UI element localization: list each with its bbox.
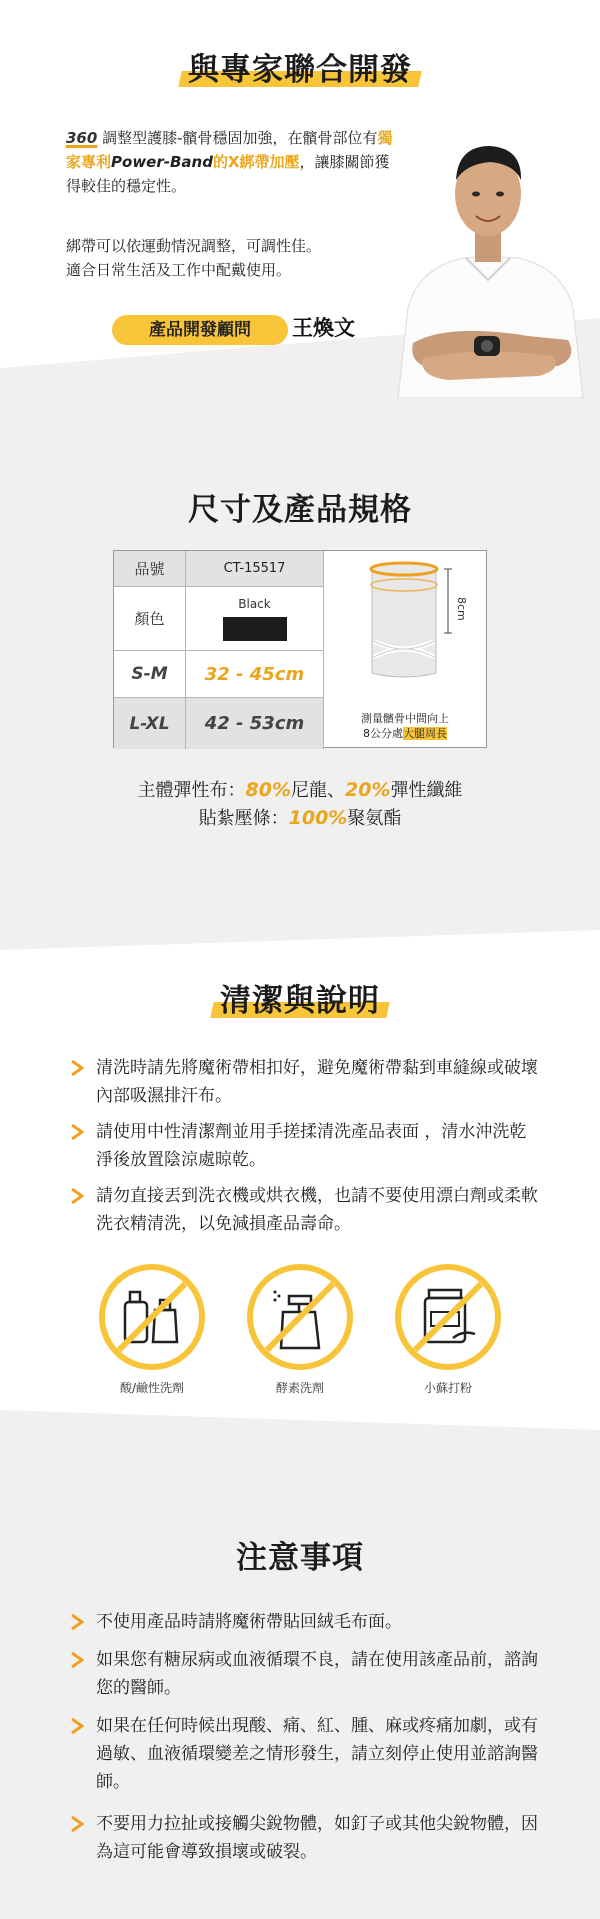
brand-360-logo: 360 <box>66 129 98 147</box>
chevron-right-icon <box>70 1652 84 1668</box>
list-item: 不使用產品時請將魔術帶貼回絨毛布面。 <box>70 1608 540 1636</box>
no-baking-soda-icon <box>393 1262 503 1372</box>
size-sm-range-cell: 32 - 45cm <box>186 651 324 698</box>
chevron-right-icon <box>70 1188 84 1204</box>
expert-description: 360 調整型護膝-髕骨穩固加強，在髕骨部位有獨家專利Power-Band的X綁帶加壓，讓膝關節獲得較佳的穩定性。 <box>66 129 393 195</box>
caution-section-title: 注意事項 <box>0 1532 600 1577</box>
power-band-logo: Power-Band <box>111 153 213 171</box>
knee-brace-diagram <box>324 553 486 703</box>
material-tape-strip: 貼紮壓條：100%聚氨酯 <box>198 807 402 829</box>
no-enzyme-spray-icon <box>245 1262 355 1372</box>
list-item: 不要用力拉扯或接觸尖銳物體，如釘子或其他尖銳物體，因為這可能會導致損壞或破裂。 <box>70 1810 540 1866</box>
size-lxl-label-cell: L-XL <box>114 698 186 749</box>
size-sm-label-cell: S-M <box>114 651 186 698</box>
color-swatch <box>223 617 287 641</box>
chevron-right-icon <box>70 1060 84 1076</box>
icon-label: 酵素洗劑 <box>275 1381 324 1395</box>
size-lxl-range-cell: 42 - 53cm <box>186 698 324 749</box>
list-item: 如果在任何時候出現酸、痛、紅、腫、麻或疼痛加劇，或有過敏、血液循環變差之情形發生，請立刻停止使用並諮詢醫師。 <box>70 1712 540 1796</box>
color-value-cell: Black <box>186 587 324 651</box>
measure-8cm-label: 8cm <box>455 597 468 621</box>
care-section-title: 清潔與說明 <box>0 975 600 1020</box>
expert-description-2: 綁帶可以依運動情況調整，可調性佳。 適合日常生活及工作中配戴使用。 <box>66 237 322 279</box>
advisor-portrait <box>378 108 600 398</box>
list-item: 請勿直接丟到洗衣機或烘衣機，也請不要使用漂白劑或柔軟洗衣精清洗，以免減損產品壽命。 <box>70 1182 540 1238</box>
knee-diagram-cell <box>324 551 486 747</box>
list-item: 如果您有糖尿病或血液循環不良，請在使用該產品前，諮詢您的醫師。 <box>70 1646 540 1702</box>
caution-list <box>70 1608 540 1866</box>
color-label-cell: 顏色 <box>114 587 186 651</box>
chevron-right-icon <box>70 1816 84 1832</box>
measure-note: 測量髕骨中間向上 8公分處大腿周長 <box>361 712 449 740</box>
advisor-name: 王煥文 <box>292 316 355 340</box>
icon-label: 酸/鹼性洗劑 <box>119 1381 185 1395</box>
expert-section-title: 與專家聯合開發 <box>0 44 600 89</box>
no-bleach-detergent-icon <box>97 1262 207 1372</box>
advisor-role-badge: 產品開發顧問 <box>112 315 288 345</box>
list-item: 請使用中性清潔劑並用手搓揉清洗產品表面 ，清水沖洗乾淨後放置陰涼處晾乾。 <box>70 1118 540 1174</box>
model-label-cell: 品號 <box>114 551 186 587</box>
chevron-right-icon <box>70 1614 84 1630</box>
care-instructions-list <box>70 1054 540 1238</box>
spec-table <box>113 550 487 748</box>
chevron-right-icon <box>70 1124 84 1140</box>
list-item: 清洗時請先將魔術帶相扣好，避免魔術帶黏到車縫線或破壞內部吸濕排汗布。 <box>70 1054 540 1110</box>
spec-section-title: 尺寸及產品規格 <box>0 484 600 529</box>
material-main-body: 主體彈性布：80%尼龍、20%彈性纖維 <box>137 779 463 801</box>
model-value-cell: CT-15517 <box>186 551 324 587</box>
icon-label: 小蘇打粉 <box>423 1381 472 1395</box>
chevron-right-icon <box>70 1718 84 1734</box>
